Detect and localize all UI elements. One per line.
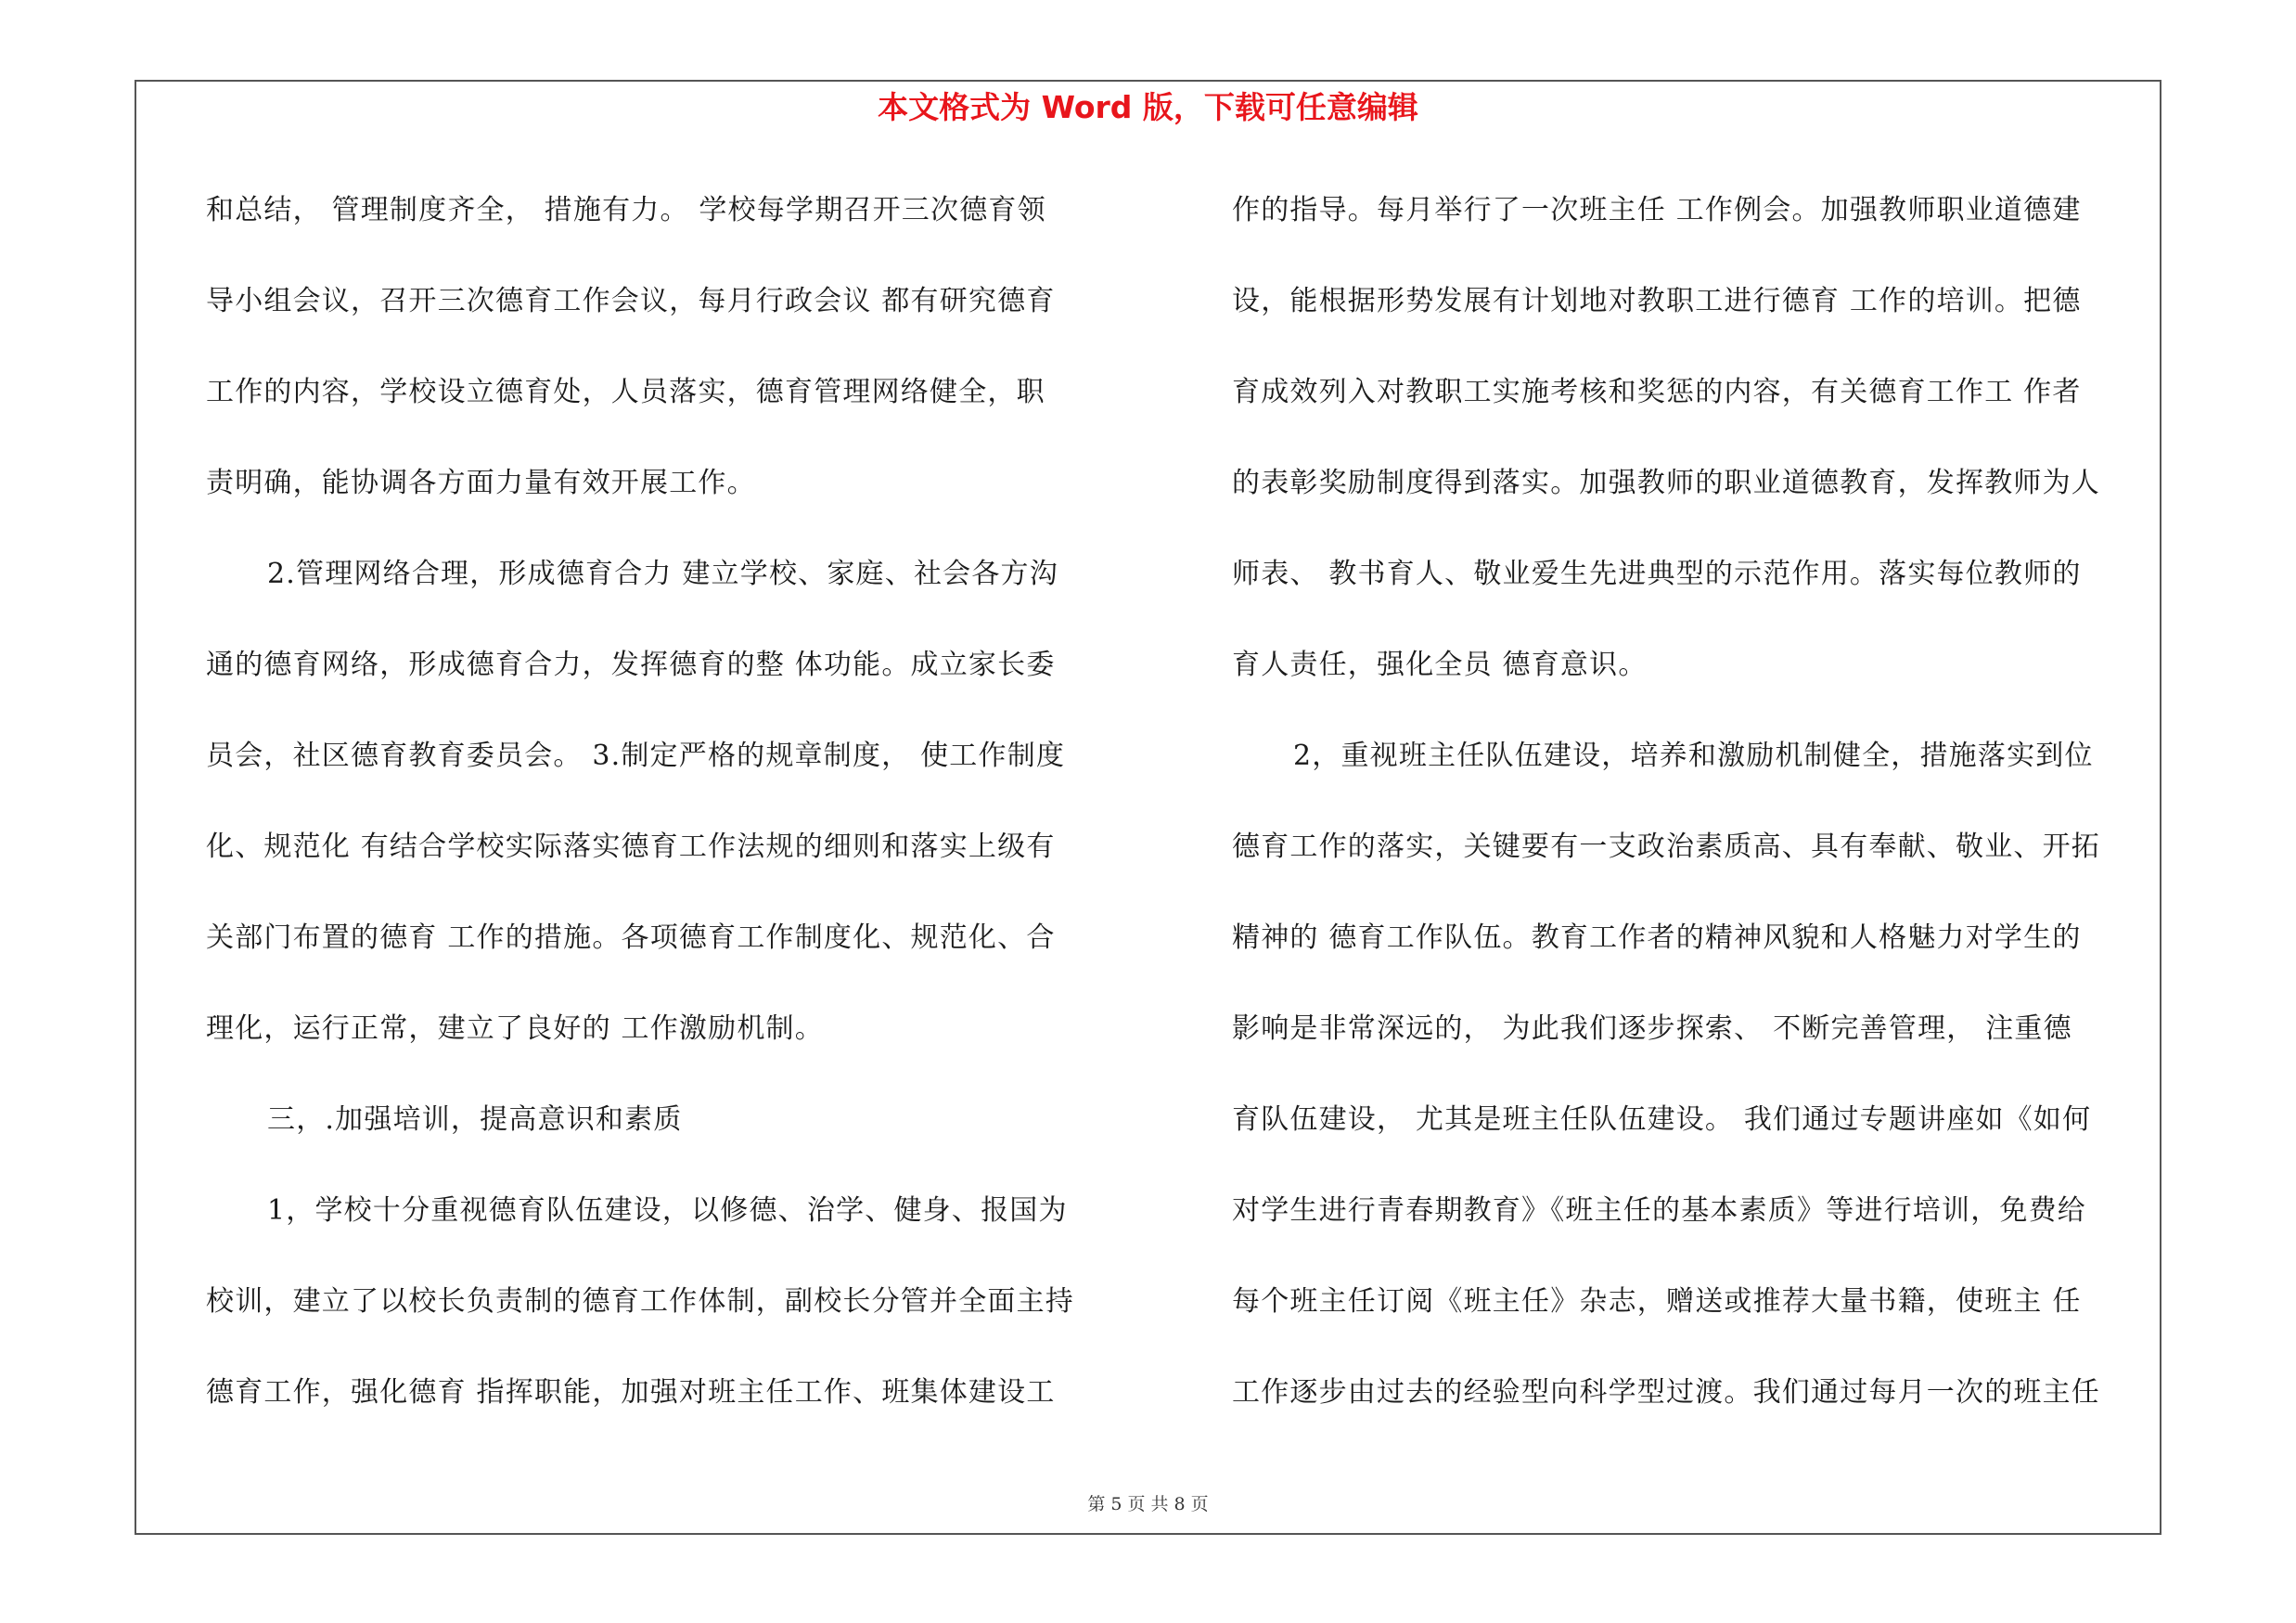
- text-line: 德育工作的落实，关键要有一支政治素质高、具有奉献、敬业、开拓: [1232, 831, 2100, 863]
- text-line: 影响是非常深远的， 为此我们逐步探索、 不断完善管理， 注重德: [1232, 1012, 2072, 1045]
- right-column: [1232, 182, 2150, 1455]
- text-line: 2.管理网络合理，形成德育合力 建立学校、家庭、社会各方沟: [267, 558, 1058, 590]
- text-line: 设，能根据形势发展有计划地对教职工进行德育 工作的培训。把德: [1232, 285, 2082, 317]
- text-line: 育成效列入对教职工实施考核和奖惩的内容，有关德育工作工 作者: [1232, 376, 2082, 408]
- text-line: 导小组会议，召开三次德育工作会议，每月行政会议 都有研究德育: [206, 285, 1056, 317]
- text-line: 师表、 教书育人、敬业爱生先进典型的示范作用。落实每位教师的: [1232, 558, 2082, 590]
- page-number: 第 5 页 共 8 页: [1087, 1494, 1209, 1514]
- text-line: 员会，社区德育教育委员会。 3.制定严格的规章制度， 使工作制度: [206, 740, 1066, 772]
- text-line: 精神的 德育工作队伍。教育工作者的精神风貌和人格魅力对学生的: [1232, 921, 2082, 954]
- text-line: 工作的内容，学校设立德育处，人员落实，德育管理网络健全，职: [206, 376, 1045, 408]
- text-line: 工作逐步由过去的经验型向科学型过渡。我们通过每月一次的班主任: [1232, 1376, 2100, 1409]
- text-line: 通的德育网络，形成德育合力，发挥德育的整 体功能。成立家长委: [206, 649, 1056, 681]
- header-banner: 本文格式为 Word 版，下载可任意编辑: [878, 89, 1418, 125]
- text-line: 德育工作，强化德育 指挥职能，加强对班主任工作、班集体建设工: [206, 1376, 1056, 1409]
- text-line: 对学生进行青春期教育》《班主任的基本素质》等进行培训，免费给: [1232, 1194, 2086, 1227]
- text-line: 的表彰奖励制度得到落实。加强教师的职业道德教育，发挥教师为人: [1232, 467, 2100, 499]
- text-line: 理化，运行正常，建立了良好的 工作激励机制。: [206, 1012, 824, 1045]
- text-line: 关部门布置的德育 工作的措施。各项德育工作制度化、规范化、合: [206, 921, 1056, 954]
- text-line: 1，学校十分重视德育队伍建设，以修德、治学、健身、报国为: [267, 1194, 1068, 1227]
- section-heading: 三，.加强培训，提高意识和素质: [267, 1103, 683, 1136]
- text-line: 校训，建立了以校长负责制的德育工作体制，副校长分管并全面主持: [206, 1285, 1074, 1318]
- text-line: 化、规范化 有结合学校实际落实德育工作法规的细则和落实上级有: [206, 831, 1056, 863]
- text-line: 育人责任，强化全员 德育意识。: [1232, 649, 1648, 681]
- text-line: 作的指导。每月举行了一次班主任 工作例会。加强教师职业道德建: [1232, 194, 2082, 226]
- text-line: 2，重视班主任队伍建设，培养和激励机制健全，措施落实到位: [1293, 740, 2094, 772]
- text-line: 育队伍建设， 尤其是班主任队伍建设。 我们通过专题讲座如《如何: [1232, 1103, 2092, 1136]
- text-line: 每个班主任订阅《班主任》杂志，赠送或推荐大量书籍，使班主 任: [1232, 1285, 2082, 1318]
- left-column: [206, 182, 1124, 1455]
- text-line: 责明确，能协调各方面力量有效开展工作。: [206, 467, 756, 499]
- text-line: 和总结， 管理制度齐全， 措施有力。 学校每学期召开三次德育领: [206, 194, 1046, 226]
